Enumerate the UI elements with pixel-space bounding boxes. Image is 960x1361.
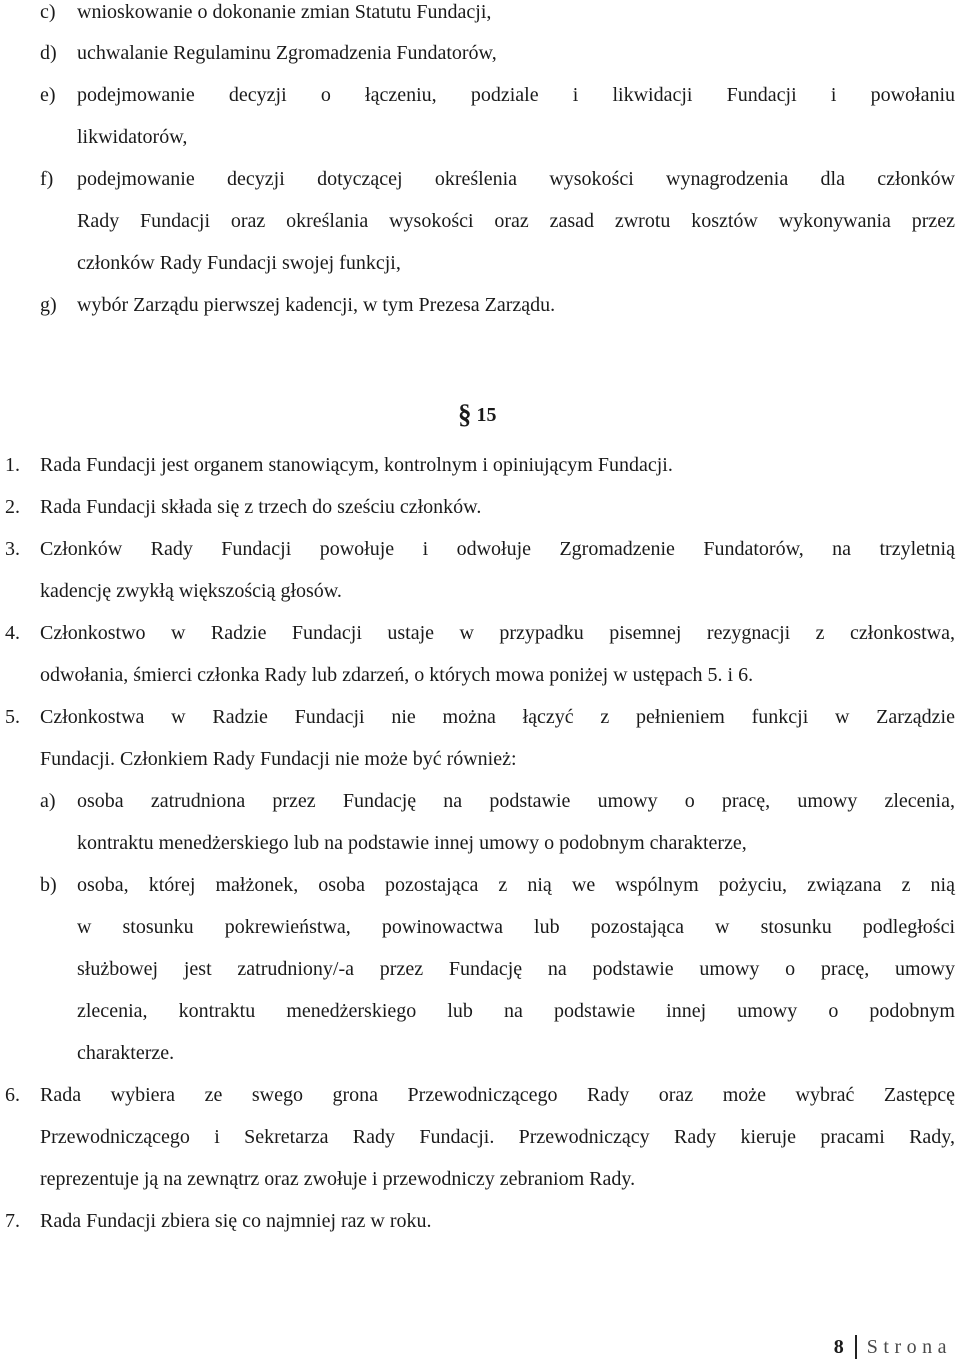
- subitem-marker-a: a): [40, 790, 56, 812]
- subitem-b-line-1: osoba, której małżonek, osoba pozostająca z nią we wspólnym pożyciu, związana z nią: [77, 874, 955, 896]
- subitem-a-line-2: kontraktu menedżerskiego lub na podstawie innej umowy o podobnym charakterze,: [77, 832, 747, 854]
- footer-separator: [855, 1335, 857, 1359]
- paragraph-7-text: Rada Fundacji zbiera się co najmniej raz w roku.: [40, 1210, 432, 1232]
- list-item-g-text: wybór Zarządu pierwszej kadencji, w tym Prezesa Zarządu.: [77, 294, 556, 316]
- section-heading: [458, 398, 497, 429]
- list-item-e-line-1: podejmowanie decyzji o łączeniu, podziale i likwidacji Fundacji i powołaniu: [77, 84, 955, 106]
- paragraph-number-4: 4.: [5, 622, 20, 644]
- paragraph-5-line-2: Fundacji. Członkiem Rady Fundacji nie może być również:: [40, 748, 517, 770]
- paragraph-4-line-2: odwołania, śmierci członka Rady lub zdarzeń, o których mowa poniżej w ustępach 5. i 6.: [40, 664, 754, 686]
- list-item-c-text: wnioskowanie o dokonanie zmian Statutu Fundacji,: [77, 1, 492, 23]
- paragraph-number-2: 2.: [5, 496, 20, 518]
- list-item-f-line-2: Rady Fundacji oraz określania wysokości oraz zasad zwrotu kosztów wykonywania przez: [77, 210, 955, 232]
- paragraph-3-line-1: Członków Rady Fundacji powołuje i odwołuje Zgromadzenie Fundatorów, na trzyletnią: [40, 538, 955, 560]
- list-marker-f: f): [40, 168, 54, 190]
- subitem-b-line-3: służbowej jest zatrudniony/-a przez Fundację na podstawie umowy o pracę, umowy: [77, 958, 955, 980]
- paragraph-number-5: 5.: [5, 706, 20, 728]
- paragraph-5-line-1: Członkostwa w Radzie Fundacji nie można łączyć z pełnieniem funkcji w Zarządzie: [40, 706, 955, 728]
- paragraph-6-line-3: reprezentuje ją na zewnątrz oraz zwołuje i przewodniczy zebraniom Rady.: [40, 1168, 636, 1190]
- footer-page-number: 8: [833, 1336, 844, 1358]
- paragraph-1-text: Rada Fundacji jest organem stanowiącym, kontrolnym i opiniującym Fundacji.: [40, 454, 673, 476]
- list-marker-g: g): [40, 294, 57, 316]
- section-number: 15: [476, 404, 497, 426]
- paragraph-4-line-1: Członkostwo w Radzie Fundacji ustaje w przypadku pisemnej rezygnacji z członkostwa,: [40, 622, 955, 644]
- paragraph-number-3: 3.: [5, 538, 20, 560]
- subitem-b-line-4: zlecenia, kontraktu menedżerskiego lub na podstawie innej umowy o podobnym: [77, 1000, 955, 1022]
- list-item-d-text: uchwalanie Regulaminu Zgromadzenia Fundatorów,: [77, 42, 497, 64]
- paragraph-6-line-2: Przewodniczącego i Sekretarza Rady Fundacji. Przewodniczący Rady kieruje pracami Rady,: [40, 1126, 955, 1148]
- paragraph-6-line-1: Rada wybiera ze swego grona Przewodniczącego Rady oraz może wybrać Zastępcę: [40, 1084, 955, 1106]
- subitem-marker-b: b): [40, 874, 57, 896]
- subitem-a-line-1: osoba zatrudniona przez Fundację na podstawie umowy o pracę, umowy zlecenia,: [77, 790, 955, 812]
- list-item-e-line-2: likwidatorów,: [77, 126, 188, 148]
- list-marker-e: e): [40, 84, 56, 106]
- paragraph-number-7: 7.: [5, 1210, 20, 1232]
- paragraph-number-6: 6.: [5, 1084, 20, 1106]
- footer-page-label: Strona: [866, 1336, 952, 1358]
- list-marker-c: c): [40, 1, 56, 23]
- list-item-f-line-1: podejmowanie decyzji dotyczącej określenia wysokości wynagrodzenia dla członków: [77, 168, 955, 190]
- paragraph-3-line-2: kadencję zwykłą większością głosów.: [40, 580, 342, 602]
- subitem-b-line-5: charakterze.: [77, 1042, 175, 1064]
- paragraph-2-text: Rada Fundacji składa się z trzech do sześciu członków.: [40, 496, 482, 518]
- paragraph-number-1: 1.: [5, 454, 20, 476]
- list-item-f-line-3: członków Rady Fundacji swojej funkcji,: [77, 252, 401, 274]
- section-sign-symbol: §: [458, 399, 472, 429]
- subitem-b-line-2: w stosunku pokrewieństwa, powinowactwa lub pozostająca w stosunku podległości: [77, 916, 955, 938]
- list-marker-d: d): [40, 42, 57, 64]
- page-footer: [834, 1333, 952, 1361]
